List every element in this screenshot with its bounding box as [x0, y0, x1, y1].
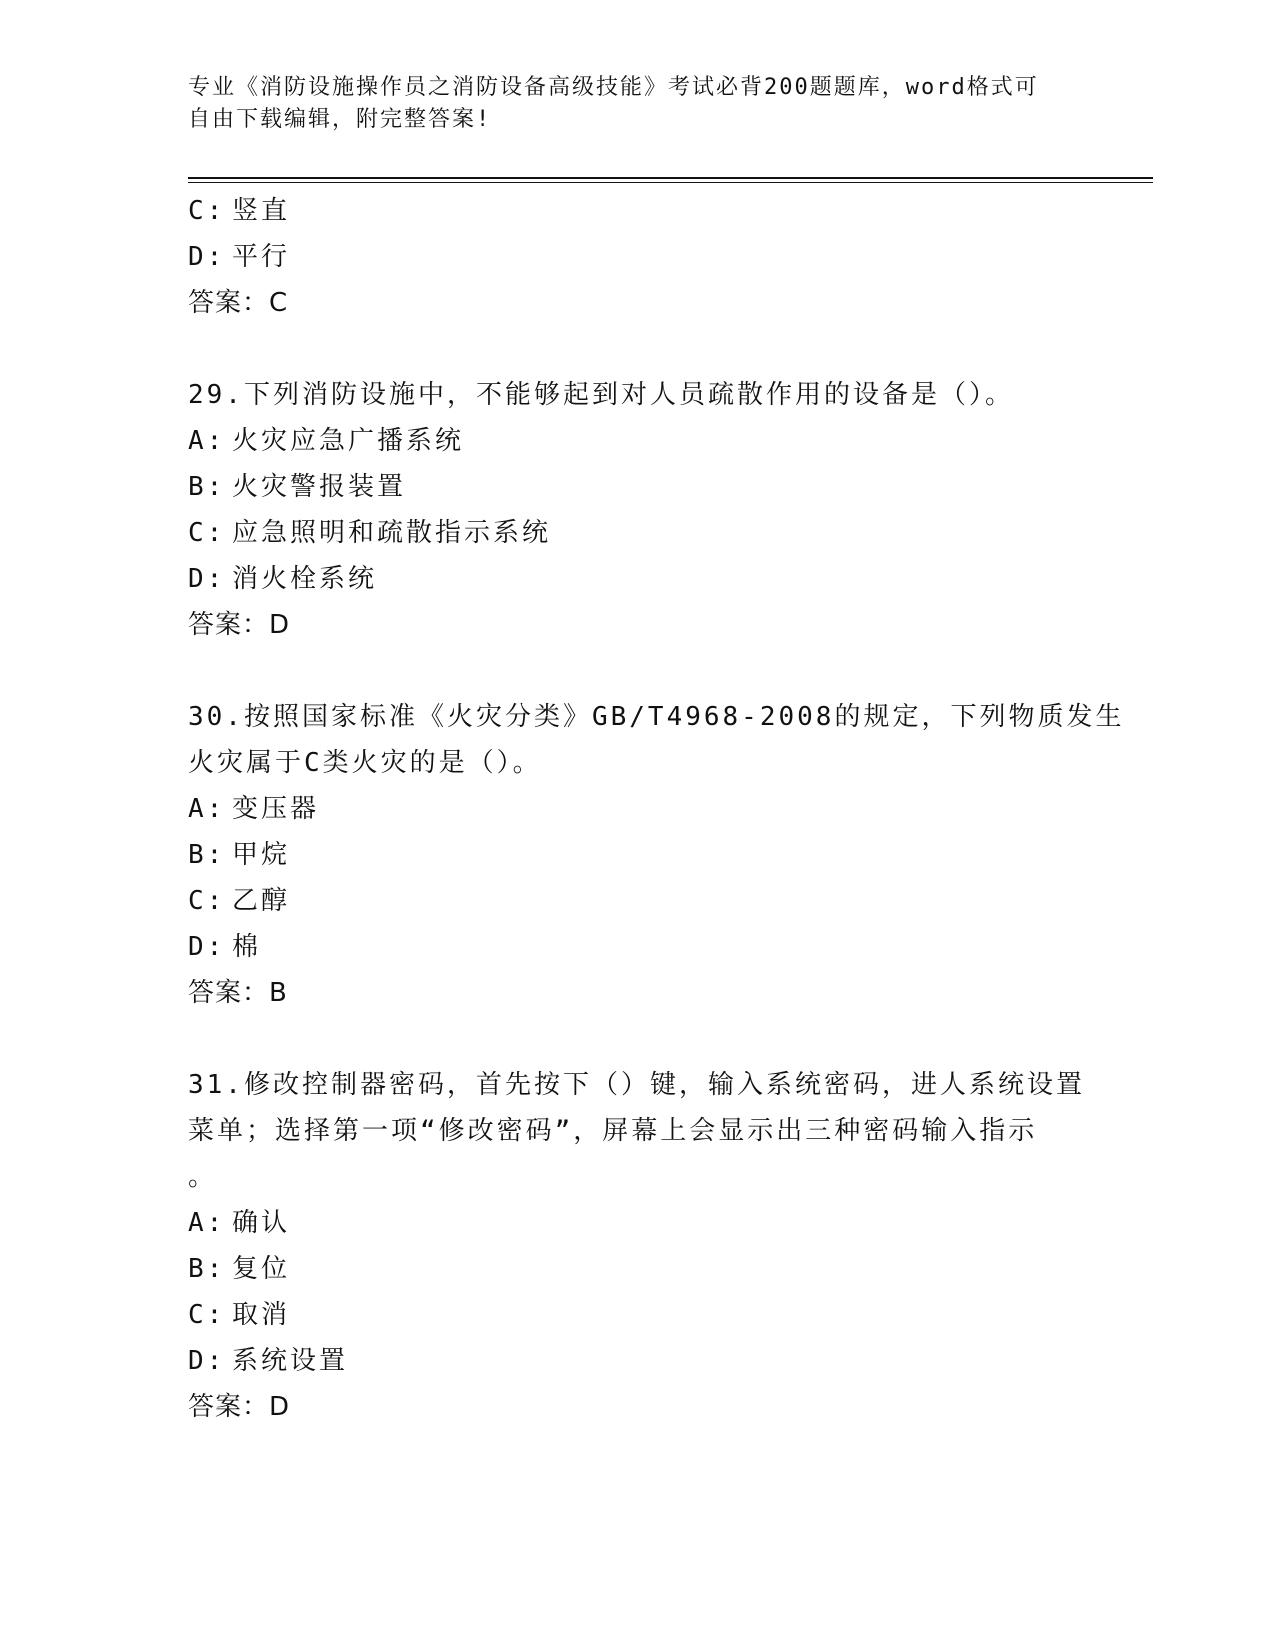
option-d: [188, 924, 1088, 970]
option-label: B:: [188, 840, 226, 870]
option-text: 系统设置: [232, 1346, 349, 1376]
option-text: 变压器: [232, 794, 320, 824]
option-label: A:: [188, 794, 226, 824]
header-line-1: 专业《消防设施操作员之消防设备高级技能》考试必背200题题库，word格式可: [188, 75, 1039, 100]
option-c: [188, 1292, 1088, 1338]
option-text: 确认: [232, 1208, 291, 1238]
question-30: [188, 694, 1125, 1016]
option-b: [188, 1246, 1088, 1292]
question-list: [188, 188, 1125, 1430]
question-31: [188, 1062, 1088, 1430]
option-b: [188, 832, 1088, 878]
option-label: B:: [188, 1254, 226, 1284]
option-label: A:: [188, 426, 226, 456]
option-text: 火灾警报装置: [232, 472, 407, 502]
spacer: [188, 1016, 1088, 1062]
answer-line: 答案：D: [188, 1392, 291, 1422]
option-a: [188, 786, 1088, 832]
option-text: 甲烷: [232, 840, 291, 870]
option-a: [188, 1200, 1088, 1246]
option-label: C:: [188, 1300, 226, 1330]
answer-line: 答案：C: [188, 288, 289, 318]
option-label: B:: [188, 472, 226, 502]
option-a: [188, 418, 1088, 464]
question-stem: 火灾属于C类火灾的是（）。: [188, 748, 542, 778]
option-label: D:: [188, 564, 226, 594]
option-text: 取消: [232, 1300, 291, 1330]
document-header: [188, 72, 1068, 136]
option-d: [188, 556, 1088, 602]
question-stem: 30.按照国家标准《火灾分类》GB/T4968-2008的规定，下列物质发生: [188, 702, 1125, 732]
option-d: [188, 234, 1088, 280]
question-stem: 。: [188, 1162, 218, 1192]
option-label: C:: [188, 518, 226, 548]
option-label: A:: [188, 1208, 226, 1238]
option-text: 火灾应急广播系统: [232, 426, 465, 456]
question-continuation: [188, 188, 1088, 326]
answer-line: 答案：B: [188, 978, 288, 1008]
header-line-2: 自由下载编辑，附完整答案!: [188, 107, 492, 132]
option-text: 复位: [232, 1254, 291, 1284]
answer-line: 答案：D: [188, 610, 291, 640]
question-stem: 菜单；选择第一项“修改密码”，屏幕上会显示出三种密码输入指示: [188, 1116, 1038, 1146]
option-label: D:: [188, 242, 226, 272]
question-stem: 29.下列消防设施中，不能够起到对人员疏散作用的设备是（）。: [188, 380, 1014, 410]
option-label: C:: [188, 196, 226, 226]
header-divider-thin: [188, 182, 1153, 183]
question-29: [188, 372, 1088, 648]
option-label: C:: [188, 886, 226, 916]
option-text: 乙醇: [232, 886, 291, 916]
option-text: 消火栓系统: [232, 564, 378, 594]
option-c: [188, 188, 1088, 234]
option-text: 应急照明和疏散指示系统: [232, 518, 552, 548]
question-stem: 31.修改控制器密码，首先按下（）键，输入系统密码，进人系统设置: [188, 1070, 1085, 1100]
option-text: 棉: [232, 932, 262, 962]
option-label: D:: [188, 932, 226, 962]
option-c: [188, 510, 1088, 556]
option-text: 竖直: [232, 196, 291, 226]
option-b: [188, 464, 1088, 510]
option-label: D:: [188, 1346, 226, 1376]
option-d: [188, 1338, 1088, 1384]
spacer: [188, 326, 1088, 372]
spacer: [188, 648, 1088, 694]
option-text: 平行: [232, 242, 291, 272]
header-divider-thick: [188, 177, 1153, 179]
option-c: [188, 878, 1088, 924]
